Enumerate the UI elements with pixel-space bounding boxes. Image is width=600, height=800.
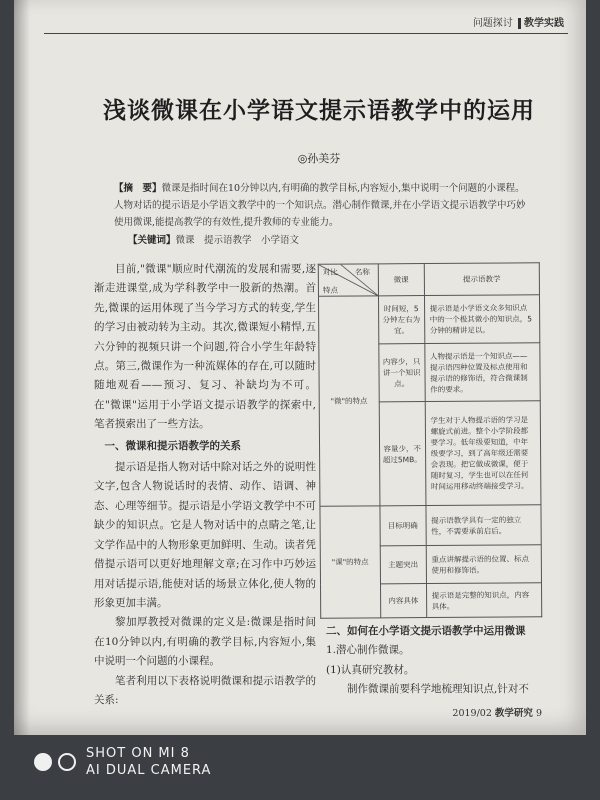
watermark-line-1: SHOT ON MI 8 (86, 746, 190, 761)
right-column (326, 622, 556, 700)
section-tag (473, 14, 564, 29)
issue-number: 2019/02 (452, 708, 492, 719)
keywords-text: 微课 提示语教学 小学语文 (175, 235, 300, 246)
subheading-study-textbook: (1)认真研究教材。 (326, 663, 415, 676)
comparison-table (318, 262, 542, 619)
camera-watermark (34, 745, 211, 779)
abstract-text: 微课是指时间在10分钟以内,有明确的教学目标,内容短小,集中说明一个问题的小课程。人物对话的提示语是小学语文教学中的一个知识点。潜心制作微课,并在小学语文提示语教学中巧妙使用微课,能提高教学的有效性,提升教师的专业能力。 (114, 183, 526, 228)
header-rule (44, 33, 568, 34)
description-cell: 人物提示语是一个知识点——提示语四种位置及标点使用和提示语的修饰语，符合微课制作的要求。 (424, 343, 540, 402)
paragraph-continuation: 制作微课前要科学地梳理知识点,针对不 (347, 683, 529, 696)
journal-page (14, 0, 586, 735)
section-tag-left: 问题探讨 (472, 18, 513, 29)
description-cell: 提示语是小学语文众多知识点中的一个极其微小的知识点，5分钟的精讲足以。 (424, 295, 540, 344)
paragraph-table-intro: 笔者利用以下表格说明微课和提示语教学的关系: (94, 674, 316, 706)
feature-cell: 主题突出 (380, 546, 426, 584)
article-author: ◎孙美芬 (297, 152, 341, 165)
abstract-label: 【摘 要】 (114, 183, 162, 194)
feature-cell: 时间短，5分钟左右为宜。 (378, 296, 424, 344)
corner-label-name: 名称 (354, 267, 370, 277)
description-cell: 提示语是完整的知识点，内容具体。 (426, 583, 542, 618)
camera-logo (34, 753, 76, 771)
keywords (128, 232, 548, 246)
description-cell: 提示语教学具有一定的独立性，不需要承前启后。 (426, 505, 542, 546)
description-cell: 学生对于人物提示语的学习是螺旋式前进。整个小学阶段都要学习。低年级要知道，中年级要学习，到了高年级还需要会表现。把它做成微课，便于随时复习，学生也可以在任何时间运用移动终端接受学习。 (425, 401, 541, 506)
feature-cell: 内容少，只讲一个知识点。 (379, 344, 425, 402)
page-footer (452, 705, 542, 719)
section-label-micro: "微"的特点 (318, 296, 379, 506)
table-row (318, 295, 539, 345)
section-heading-1: 一、微课和提示语教学的关系 (104, 439, 241, 452)
column-header-prompt-teaching: 提示语教学 (424, 263, 540, 296)
column-header-microlesson: 微课 (378, 264, 424, 296)
page-gutter-shadow (14, 0, 30, 735)
keywords-label: 【关键词】 (128, 235, 176, 246)
table-row (320, 505, 541, 547)
journal-name: 教学研究 (494, 708, 533, 719)
feature-cell: 容量少，不超过5MB。 (379, 402, 426, 506)
outline-circle-icon (58, 753, 76, 771)
paragraph-intro: 目前,"微课"顺应时代潮流的发展和需要,逐渐走进课堂,成为学科教学中一股新的热潮。首先,微课的运用体现了当今学习方式的转变,学生的学习由被动转为主动。其次,微课短小精悍,五六分钟的视频只讲一个问题,符合小学生年龄特点。第三,微课作为一种流媒体的存在,可以随时随地观看——预习、复习、补缺均为不可。在"微课"运用于小学语文提示语教学的探索中,笔者摸索出了一些方法。 (94, 263, 316, 431)
table-corner-cell (318, 264, 378, 296)
description-cell: 重点讲解提示语的位置、标点使用和修饰语。 (426, 545, 542, 584)
section-label-lesson: "课"的特点 (320, 506, 381, 618)
filled-circle-icon (34, 753, 52, 771)
paragraph-microlesson-definition: 黎加厚教授对微课的定义是:微课是指时间在10分钟以内,有明确的教学目标,内容短小,集中说明一个问题的小课程。 (94, 616, 316, 668)
corner-label-compare: 对比 (322, 267, 338, 277)
feature-cell: 内容具体 (380, 584, 426, 618)
corner-label-feature: 特点 (322, 285, 338, 295)
left-column (94, 260, 316, 710)
paragraph-prompt-definition: 提示语是指人物对话中除对话之外的说明性文字,包含人物说话时的表情、动作、语调、神态、心理等细节。提示语是小学语文教学中不可缺少的知识点。它是人物对话中的点睛之笔,让文学作品中的人物形象更加鲜明、生动。读者凭借提示语可以更好地理解文章;在习作中巧妙运用对话提示语,能使对话的场景立体化,使人物的形象更加丰满。 (94, 461, 316, 609)
abstract (114, 180, 534, 231)
watermark-line-2: AI DUAL CAMERA (86, 763, 212, 778)
section-heading-2: 二、如何在小学语文提示语教学中运用微课 (326, 625, 526, 637)
section-tag-right: 教学实践 (518, 18, 564, 29)
article-title: 浅谈微课在小学语文提示语教学中的运用 (103, 98, 535, 124)
page-number: 9 (535, 708, 542, 719)
feature-cell: 目标明确 (380, 506, 426, 546)
subheading-make-microlesson: 1.潜心制作微课。 (326, 644, 410, 657)
